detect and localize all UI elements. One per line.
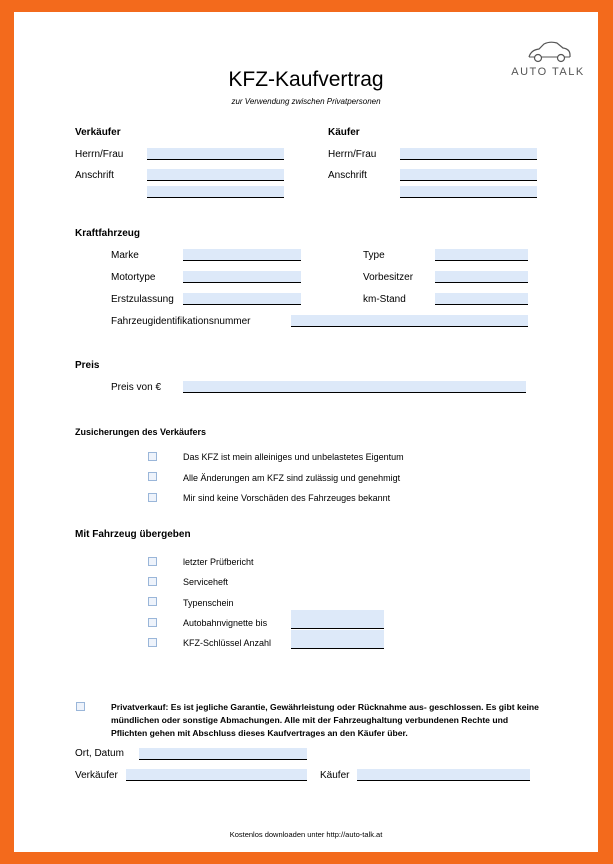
buyer-address-field-1[interactable] [400, 169, 537, 181]
seller-signature-field[interactable] [126, 769, 307, 781]
assurance-checkbox-2[interactable] [148, 472, 157, 481]
handover-checkbox-2[interactable] [148, 577, 157, 586]
handover-item-1: letzter Prüfbericht [183, 557, 254, 567]
key-count-field[interactable] [291, 630, 384, 649]
seller-address-label: Anschrift [75, 170, 114, 181]
place-date-label: Ort, Datum [75, 748, 124, 759]
mileage-label: km-Stand [363, 294, 406, 305]
buyer-heading: Käufer [328, 127, 360, 138]
handover-checkbox-3[interactable] [148, 597, 157, 606]
buyer-address-label: Anschrift [328, 170, 367, 181]
make-label: Marke [111, 250, 139, 261]
buyer-signature-label: Käufer [320, 770, 350, 781]
logo-text: AUTO TALK [511, 66, 585, 78]
engine-field[interactable] [183, 271, 301, 283]
handover-item-5: KFZ-Schlüssel Anzahl [183, 638, 272, 648]
assurance-checkbox-3[interactable] [148, 493, 157, 502]
buyer-name-label: Herrn/Frau [328, 149, 377, 160]
buyer-address-field-2[interactable] [400, 186, 537, 198]
assurance-checkbox-1[interactable] [148, 452, 157, 461]
footer-download-link[interactable]: Kostenlos downloaden unter http://auto-talk.at [229, 830, 383, 839]
prev-owners-field[interactable] [435, 271, 528, 283]
car-icon [526, 38, 572, 64]
document-page [14, 12, 598, 852]
handover-item-3: Typenschein [183, 598, 234, 608]
price-label: Preis von € [111, 382, 162, 393]
make-field[interactable] [183, 249, 301, 261]
assurance-item-1: Das KFZ ist mein alleiniges und unbelastetes Eigentum [183, 452, 404, 462]
type-label: Type [363, 250, 385, 261]
seller-heading: Verkäufer [75, 127, 121, 138]
first-registration-field[interactable] [183, 293, 301, 305]
first-registration-label: Erstzulassung [111, 294, 174, 305]
mileage-field[interactable] [435, 293, 528, 305]
price-field[interactable] [183, 381, 526, 393]
legal-checkbox[interactable] [76, 702, 85, 711]
seller-signature-label: Verkäufer [75, 770, 118, 781]
engine-label: Motortype [111, 272, 156, 283]
seller-name-label: Herrn/Frau [75, 149, 124, 160]
seller-address-field-2[interactable] [147, 186, 284, 198]
legal-text: Privatverkauf: Es ist jegliche Garantie, Gewährleistung oder Rücknahme aus- geschlossen. Es gibt keine mündlichen oder sonstige Abmachungen. Alle mit der Fahrzeughaltung verbundenen Rechte und Pflichten gehen mit Abschluss dieses Kaufvertrages an den Käufer über. [111, 702, 539, 738]
assurances-heading: Zusicherungen des Verkäufers [75, 427, 207, 437]
handover-item-4: Autobahnvignette bis [183, 618, 268, 628]
vin-field[interactable] [291, 315, 528, 327]
handover-heading: Mit Fahrzeug übergeben [75, 529, 191, 540]
price-heading: Preis [75, 360, 100, 371]
handover-checkbox-1[interactable] [148, 557, 157, 566]
seller-name-field[interactable] [147, 148, 284, 160]
prev-owners-label: Vorbesitzer [363, 272, 414, 283]
vin-label: Fahrzeugidentifikationsnummer [111, 316, 251, 327]
type-field[interactable] [435, 249, 528, 261]
vignette-field[interactable] [291, 610, 384, 629]
document-subtitle: zur Verwendung zwischen Privatpersonen [231, 97, 381, 106]
buyer-name-field[interactable] [400, 148, 537, 160]
document-title: KFZ-Kaufvertrag [228, 68, 384, 91]
vehicle-heading: Kraftfahrzeug [75, 228, 141, 239]
handover-checkbox-5[interactable] [148, 638, 157, 647]
handover-checkbox-4[interactable] [148, 618, 157, 627]
seller-address-field-1[interactable] [147, 169, 284, 181]
assurance-item-3: Mir sind keine Vorschäden des Fahrzeuges bekannt [183, 493, 391, 503]
assurance-item-2: Alle Änderungen am KFZ sind zulässig und genehmigt [183, 473, 401, 483]
place-date-field[interactable] [139, 748, 307, 760]
buyer-signature-field[interactable] [357, 769, 530, 781]
handover-item-2: Serviceheft [183, 577, 229, 587]
